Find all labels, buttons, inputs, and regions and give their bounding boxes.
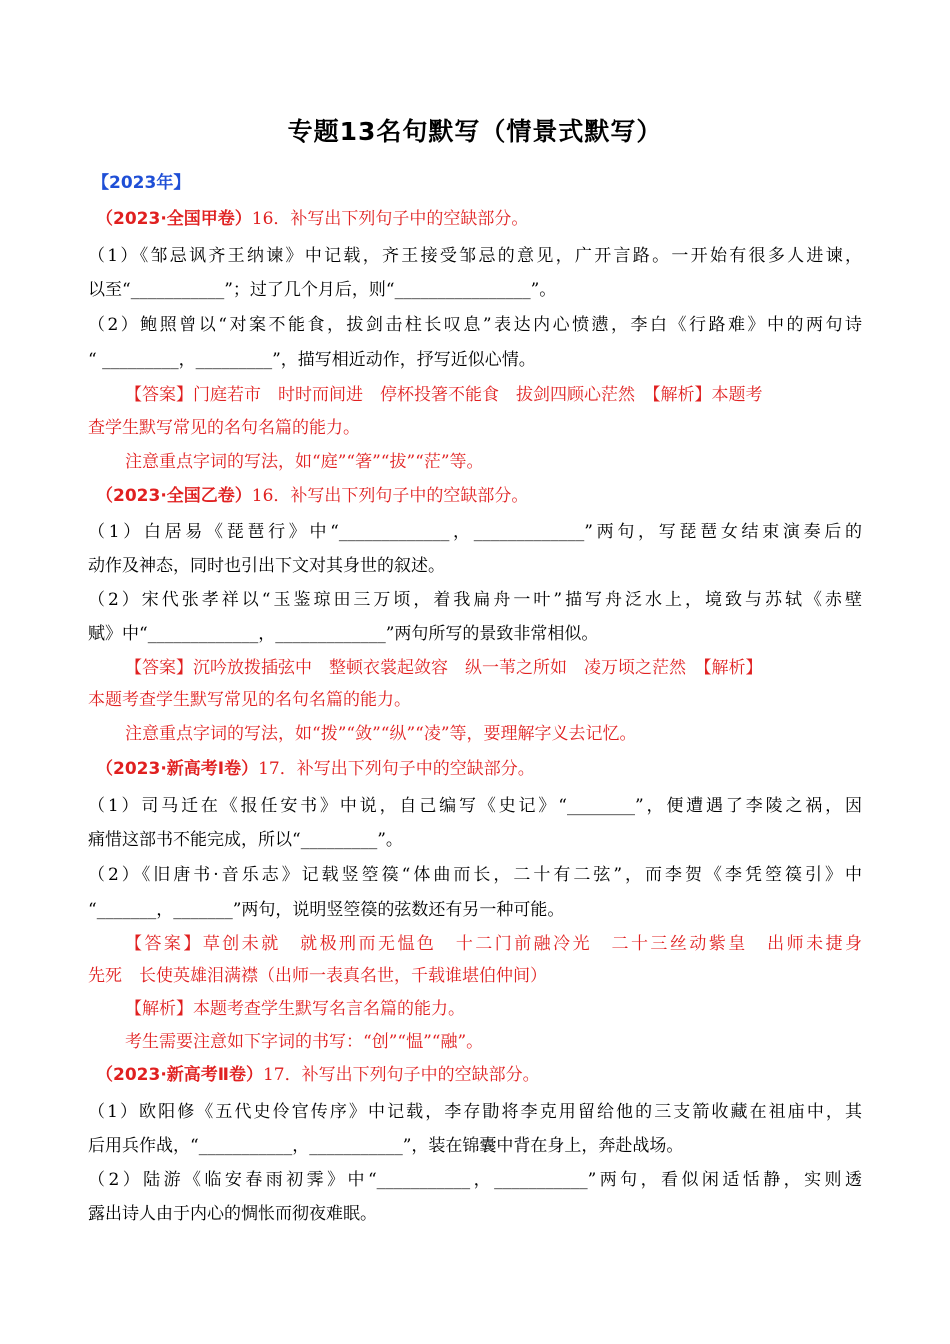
q2-note: 注意重点字词的写法，如“拨”“敛”“纵”“凌”等，要理解字义去记忆。	[125, 724, 637, 744]
q3-answer-line1	[125, 932, 862, 956]
q2-answer-line2: 本题考查学生默写常见的名句名篇的能力。	[88, 690, 411, 710]
q3-answer-tag: 【答案】	[125, 934, 203, 954]
q1-analysis-tag: 【解析】	[652, 385, 712, 405]
q4-p1-line2: 后用兵作战，“___________，___________”，装在锦囊中背在身上，奔赴战场。	[88, 1136, 684, 1156]
q2-p2-line2: 赋》中“_____________，_____________”两句所写的景致非常相似。	[88, 624, 599, 644]
q4-p1-line1: （1）欧阳修《五代史伶官传序》中记载，李存勖将李克用留给他的三支箭收藏在祖庙中，其	[88, 1102, 862, 1122]
q1-p2-line1: （2）鲍照曾以“对案不能食，拔剑击柱长叹息”表达内心愤懑，李白《行路难》中的两句诗	[88, 315, 862, 335]
q4-p2-line2: 露出诗人由于内心的惆怅而彻夜难眠。	[88, 1204, 377, 1224]
q1-p1-line1: （1）《邹忌讽齐王纳谏》中记载，齐王接受邹忌的意见，广开言路。一开始有很多人进谏，	[88, 246, 862, 266]
q3-p1-line2: 痛惜这部书不能完成，所以“_________”。	[88, 830, 403, 850]
q1-p1-line2: 以至“___________”；过了几个月后，则“________________”。	[88, 280, 557, 300]
q2-answer-text: 沉吟放拨插弦中 整顿衣裳起敛容 纵一苇之所如 凌万顷之茫然	[193, 658, 703, 678]
q2-stem: 16．补写出下列句子中的空缺部分。	[251, 486, 529, 506]
q3-source: （2023·新高考Ⅰ卷）	[96, 759, 259, 779]
q2-p2-line1: （2）宋代张孝祥以“玉鉴琼田三万顷，着我扁舟一叶”描写舟泛水上，境致与苏轼《赤壁	[88, 590, 862, 610]
q1-answer-line1	[125, 383, 862, 407]
page-title: 专题13名句默写（情景式默写）	[287, 117, 663, 146]
q3-answer-line2: 先死 长使英雄泪满襟（出师一表真名世，千载谁堪伯仲间）	[88, 966, 547, 986]
q1-note: 注意重点字词的写法，如“庭”“箸”“拔”“茫”等。	[125, 452, 484, 472]
q3-stem: 17．补写出下列句子中的空缺部分。	[258, 759, 535, 779]
q1-answer-text: 门庭若市 时时而间进 停杯投箸不能食 拔剑四顾心茫然	[193, 385, 652, 405]
q2-header	[96, 484, 862, 508]
q3-p1-line1: （1）司马迁在《报任安书》中说，自己编写《史记》“________”，便遭遇了李陵之祸，因	[88, 796, 862, 816]
q3-answer-text: 草创未就 就极刑而无愠色 十二门前融冷光 二十三丝动紫皇 出师未捷身	[202, 934, 862, 954]
q3-p2-line2: “_______，_______”两句，说明竖箜篌的弦数还有另一种可能。	[88, 900, 565, 920]
q2-source: （2023·全国乙卷）	[96, 486, 252, 506]
q2-analysis-tag: 【解析】	[703, 658, 763, 678]
q4-header	[96, 1063, 862, 1087]
q3-p2-line1: （2）《旧唐书·音乐志》记载竖箜篌“体曲而长，二十有二弦”，而李贺《李凭箜篌引》中	[88, 865, 862, 885]
q2-answer-tag: 【答案】	[125, 658, 193, 678]
q1-source: （2023·全国甲卷）	[96, 209, 252, 229]
q3-header	[96, 757, 862, 781]
q4-p2-line1: （2）陆游《临安春雨初霁》中“___________，___________”两句，看似闲适恬静，实则透	[88, 1170, 862, 1190]
q3-analysis-text: 本题考查学生默写名言名篇的能力。	[193, 999, 465, 1019]
q1-p2-line2: “ _________，_________”，描写相近动作，抒写近似心情。	[88, 350, 536, 370]
q1-analysis-head: 本题考	[711, 385, 763, 405]
q1-stem: 16．补写出下列句子中的空缺部分。	[251, 209, 529, 229]
q2-answer-line1	[125, 656, 862, 680]
q2-p1-line1: （1）白居易《琵琶行》中“_____________，_____________”两句，写琵琶女结束演奏后的	[88, 522, 862, 542]
q3-note: 考生需要注意如下字词的书写：“创”“愠”“融”。	[125, 1032, 484, 1052]
year-label: 【2023年】	[92, 173, 191, 193]
q1-header	[96, 207, 862, 231]
q3-analysis	[125, 997, 862, 1021]
q3-analysis-tag: 【解析】	[125, 999, 193, 1019]
q2-p1-line2: 动作及神态，同时也引出下文对其身世的叙述。	[88, 556, 445, 576]
q4-stem: 17．补写出下列句子中的空缺部分。	[262, 1065, 540, 1085]
q4-source: （2023·新高考Ⅱ卷）	[96, 1065, 263, 1085]
q1-answer-line2: 查学生默写常见的名句名篇的能力。	[88, 418, 360, 438]
q1-answer-tag: 【答案】	[125, 385, 193, 405]
